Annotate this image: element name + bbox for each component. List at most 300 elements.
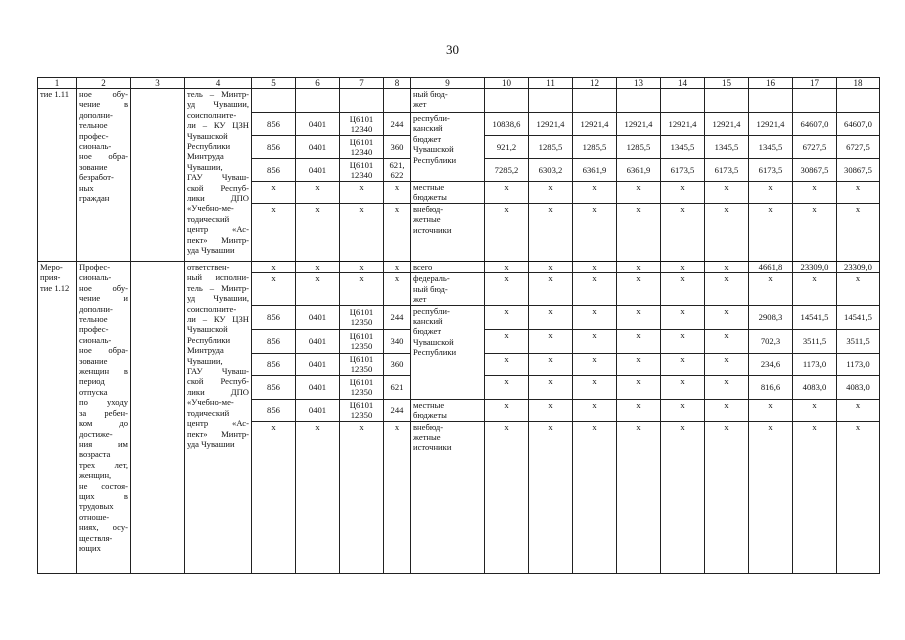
b2-mest-col16: x	[749, 399, 793, 421]
b1-row2-col6: 0401	[296, 159, 340, 182]
text-line: ный бюд-	[413, 89, 448, 99]
b2-mest-col7: Ц6101 12350	[340, 399, 384, 421]
text-line: ный бюд-	[413, 283, 448, 294]
funding-source	[411, 89, 485, 113]
b1-row0-col13: 12921,4	[617, 113, 661, 136]
b1-mest-col16: x	[749, 182, 793, 204]
text-line: внебюд-	[413, 204, 444, 214]
text-line: источники	[413, 442, 452, 453]
text-line: достиже-	[79, 428, 113, 439]
b1-vneb-col10: x	[485, 204, 529, 262]
text-line: не состоя-	[79, 480, 128, 491]
b2-row2-col18: 1173,0	[837, 353, 880, 375]
text-line: тие 1.11	[40, 89, 70, 99]
column-header-15: 15	[705, 78, 749, 89]
b2-row3-col7: Ц6101 12350	[340, 375, 384, 399]
b1-vneb-col15: x	[705, 204, 749, 262]
b2-vneb-col6: x	[296, 421, 340, 573]
column-header-1: 1	[38, 78, 77, 89]
column-header-13: 13	[617, 78, 661, 89]
text-line: тодический	[187, 407, 230, 418]
b2-row1-col14: x	[661, 329, 705, 353]
b1-row1-col7: Ц6101 12340	[340, 136, 384, 159]
text-line: лики ДПО	[187, 386, 249, 397]
text-line: центр «Ас-	[187, 224, 249, 235]
text-line: чение в	[79, 99, 128, 110]
b2-total-col17: 23309,0	[793, 262, 837, 273]
column-header-16: 16	[749, 78, 793, 89]
text-line: женщин в	[79, 366, 128, 377]
text-line: Чувашской	[187, 130, 228, 141]
text-line: жет	[413, 99, 427, 110]
text-line: уда Чувашии	[187, 245, 235, 256]
b2-row3-col8: 621	[384, 375, 411, 399]
text-line: ответствен-	[187, 262, 230, 272]
funding-source-local	[411, 182, 485, 204]
text-line: жетные	[413, 432, 441, 443]
activity-name	[77, 262, 131, 574]
b2-total-col11: x	[529, 262, 573, 273]
b2-row3-col13: x	[617, 375, 661, 399]
b1-mest-col8: x	[384, 182, 411, 204]
budget-table	[37, 77, 880, 574]
b2-row0-col12: x	[573, 305, 617, 329]
b1-row2-col13: 6361,9	[617, 159, 661, 182]
b1-row2-col14: 6173,5	[661, 159, 705, 182]
b2-mest-col8: 244	[384, 399, 411, 421]
b2-mest-col11: x	[529, 399, 573, 421]
text-line: Меро-	[40, 262, 63, 272]
text-line: ное обра-	[79, 345, 128, 356]
column-header-10: 10	[485, 78, 529, 89]
b1-row0-col7: Ц6101 12340	[340, 113, 384, 136]
b2-mest-col18: x	[837, 399, 880, 421]
text-line: ГАУ Чуваш-	[187, 366, 249, 377]
text-line: трудовых	[79, 501, 114, 512]
b2-row0-col11: x	[529, 305, 573, 329]
column-header-11: 11	[529, 78, 573, 89]
b1-row0-col10: 10838,6	[485, 113, 529, 136]
text-line: Минтруда	[187, 151, 224, 162]
b1-vneb-col5: x	[252, 204, 296, 262]
text-line: ком до	[79, 418, 128, 429]
b1-first-col6	[296, 89, 340, 113]
column-header-2: 2	[77, 78, 131, 89]
text-line: пект» Минтр-	[187, 428, 249, 439]
b2-mest-col15: x	[705, 399, 749, 421]
b2-total-col5: x	[252, 262, 296, 273]
b2-total-col16: 4661,8	[749, 262, 793, 273]
b2-row0-col6: 0401	[296, 305, 340, 329]
b1-vneb-col13: x	[617, 204, 661, 262]
funding-source-extrabudget	[411, 421, 485, 573]
page-number: 30	[446, 42, 459, 57]
text-line: период	[79, 376, 105, 387]
b2-fed-col7: x	[340, 273, 384, 305]
b2-row1-col16: 702,3	[749, 329, 793, 353]
b1-mest-col11: x	[529, 182, 573, 204]
b1-row1-col13: 1285,5	[617, 136, 661, 159]
b2-row0-col13: x	[617, 305, 661, 329]
b2-row0-col7: Ц6101 12350	[340, 305, 384, 329]
text-line: безработ-	[79, 172, 114, 183]
b2-row1-col13: x	[617, 329, 661, 353]
b2-fed-col12: x	[573, 273, 617, 305]
b1-row0-col5: 856	[252, 113, 296, 136]
b1-row0-col11: 12921,4	[529, 113, 573, 136]
column-header-5: 5	[252, 78, 296, 89]
empty-col3	[131, 89, 185, 262]
b1-vneb-col11: x	[529, 204, 573, 262]
b2-vneb-col10: x	[485, 421, 529, 573]
b2-row3-col16: 816,6	[749, 375, 793, 399]
text-line: лики ДПО	[187, 193, 249, 204]
b2-row2-col8: 360	[384, 353, 411, 375]
b1-row0-col6: 0401	[296, 113, 340, 136]
b1-mest-col6: x	[296, 182, 340, 204]
b1-row2-col18: 30867,5	[837, 159, 880, 182]
b2-vneb-col18: x	[837, 421, 880, 573]
b2-row2-col6: 0401	[296, 353, 340, 375]
text-line: ской Респуб-	[187, 376, 249, 387]
text-line: ли – КУ ЦЗН	[187, 314, 249, 325]
b2-row0-col17: 14541,5	[793, 305, 837, 329]
text-line: ное обу-	[79, 89, 128, 99]
text-line: канский	[413, 123, 443, 134]
b2-row3-col17: 4083,0	[793, 375, 837, 399]
text-line: ской Респуб-	[187, 182, 249, 193]
column-header-17: 17	[793, 78, 837, 89]
text-line: соисполните-	[187, 109, 237, 120]
b1-vneb-col12: x	[573, 204, 617, 262]
column-header-18: 18	[837, 78, 880, 89]
b1-row0-col14: 12921,4	[661, 113, 705, 136]
b1-first-col7	[340, 89, 384, 113]
b1-mest-col12: x	[573, 182, 617, 204]
b1-row2-col11: 6303,2	[529, 159, 573, 182]
text-line: Чувашской	[413, 336, 454, 347]
b1-mest-col15: x	[705, 182, 749, 204]
funding-source-local	[411, 399, 485, 421]
b2-row1-col8: 340	[384, 329, 411, 353]
text-line: уда Чувашии	[187, 438, 235, 449]
column-header-7: 7	[340, 78, 384, 89]
text-line: Чувашии,	[187, 355, 223, 366]
b2-mest-col14: x	[661, 399, 705, 421]
text-line: сиональ-	[79, 334, 112, 345]
b1-first-col13	[617, 89, 661, 113]
b2-row2-col17: 1173,0	[793, 353, 837, 375]
b2-vneb-col13: x	[617, 421, 661, 573]
b2-row2-col7: Ц6101 12350	[340, 353, 384, 375]
text-line: бюджет	[413, 133, 442, 144]
b2-fed-col10: x	[485, 273, 529, 305]
b2-row2-col15: x	[705, 353, 749, 375]
text-line: граждан	[79, 193, 110, 204]
b1-first-col14	[661, 89, 705, 113]
text-line: Республики	[187, 334, 231, 345]
b1-row1-col15: 1345,5	[705, 136, 749, 159]
text-line: ный исполни-	[187, 272, 249, 283]
text-line: жет	[413, 294, 427, 305]
text-line: федераль-	[413, 273, 450, 284]
b2-row0-col5: 856	[252, 305, 296, 329]
b1-row1-col12: 1285,5	[573, 136, 617, 159]
text-line: соисполните-	[187, 303, 237, 314]
b2-fed-col17: x	[793, 273, 837, 305]
text-line: трех лет,	[79, 459, 128, 470]
text-line: источники	[413, 224, 452, 235]
b2-row3-col14: x	[661, 375, 705, 399]
b2-total-col18: 23309,0	[837, 262, 880, 273]
column-header-4: 4	[185, 78, 252, 89]
column-header-14: 14	[661, 78, 705, 89]
b2-mest-col10: x	[485, 399, 529, 421]
text-line: Чувашии,	[187, 161, 223, 172]
b2-mest-col6: 0401	[296, 399, 340, 421]
b1-row1-col14: 1345,5	[661, 136, 705, 159]
text-line: щих в	[79, 490, 128, 501]
b1-mest-col17: x	[793, 182, 837, 204]
b2-fed-col11: x	[529, 273, 573, 305]
b2-row2-col5: 856	[252, 353, 296, 375]
b1-row2-col8: 621, 622	[384, 159, 411, 182]
column-header-6: 6	[296, 78, 340, 89]
column-header-3: 3	[131, 78, 185, 89]
b1-row1-col5: 856	[252, 136, 296, 159]
text-line: сиональ-	[79, 272, 112, 283]
b1-row0-col16: 12921,4	[749, 113, 793, 136]
b2-row3-col18: 4083,0	[837, 375, 880, 399]
table-row	[38, 89, 880, 113]
b2-row2-col12: x	[573, 353, 617, 375]
text-line: ное обра-	[79, 151, 128, 162]
text-line: тельное	[79, 120, 108, 131]
b2-row0-col18: 14541,5	[837, 305, 880, 329]
b1-first-col15	[705, 89, 749, 113]
activity-number	[38, 89, 77, 262]
b2-total-col12: x	[573, 262, 617, 273]
b1-mest-col14: x	[661, 182, 705, 204]
table-header	[38, 78, 880, 89]
text-line: отпуска	[79, 386, 108, 397]
text-line: канский	[413, 316, 443, 327]
text-line: зование	[79, 161, 108, 172]
funding-source-republican	[411, 113, 485, 182]
text-line: пект» Минтр-	[187, 234, 249, 245]
b2-fed-col8: x	[384, 273, 411, 305]
b1-vneb-col6: x	[296, 204, 340, 262]
b2-row2-col13: x	[617, 353, 661, 375]
b2-vneb-col14: x	[661, 421, 705, 573]
b2-row3-col5: 856	[252, 375, 296, 399]
b1-mest-col10: x	[485, 182, 529, 204]
activity-number	[38, 262, 77, 574]
b2-row0-col10: x	[485, 305, 529, 329]
text-line: возраста	[79, 449, 111, 460]
b2-fed-col15: x	[705, 273, 749, 305]
text-line: тодический	[187, 213, 230, 224]
b1-first-col18	[837, 89, 880, 113]
text-line: «Учебно-ме-	[187, 203, 234, 214]
b1-mest-col13: x	[617, 182, 661, 204]
b2-fed-col14: x	[661, 273, 705, 305]
text-line: бюджеты	[413, 192, 447, 203]
text-line: Профес-	[79, 262, 111, 272]
b2-fed-col18: x	[837, 273, 880, 305]
text-line: внебюд-	[413, 421, 444, 432]
b2-row3-col15: x	[705, 375, 749, 399]
text-line: ГАУ Чуваш-	[187, 172, 249, 183]
b1-vneb-col14: x	[661, 204, 705, 262]
b1-row0-col12: 12921,4	[573, 113, 617, 136]
text-line: тель – Минтр-	[187, 282, 249, 293]
b2-fed-col6: x	[296, 273, 340, 305]
b2-vneb-col15: x	[705, 421, 749, 573]
text-line: Чувашской	[413, 144, 454, 155]
b1-first-col12	[573, 89, 617, 113]
b1-row2-col12: 6361,9	[573, 159, 617, 182]
b1-mest-col7: x	[340, 182, 384, 204]
executor	[185, 262, 252, 574]
text-line: профес-	[79, 130, 109, 141]
b2-row1-col7: Ц6101 12350	[340, 329, 384, 353]
text-line: Минтруда	[187, 345, 224, 356]
b2-vneb-col8: x	[384, 421, 411, 573]
column-header-9: 9	[411, 78, 485, 89]
funding-source-extrabudget	[411, 204, 485, 262]
text-line: ное обу-	[79, 282, 128, 293]
b1-vneb-col18: x	[837, 204, 880, 262]
text-line: Чувашской	[187, 324, 228, 335]
activity-name	[77, 89, 131, 262]
text-line: ли – КУ ЦЗН	[187, 120, 249, 131]
b1-first-col10	[485, 89, 529, 113]
b1-row1-col6: 0401	[296, 136, 340, 159]
b2-row2-col10: x	[485, 353, 529, 375]
b2-total-col6: x	[296, 262, 340, 273]
b2-row0-col14: x	[661, 305, 705, 329]
b2-total-col8: x	[384, 262, 411, 273]
empty-col3	[131, 262, 185, 574]
b2-mest-col12: x	[573, 399, 617, 421]
b1-row2-col17: 30867,5	[793, 159, 837, 182]
text-line: жетные	[413, 214, 441, 225]
text-line: профес-	[79, 324, 109, 335]
b2-row3-col11: x	[529, 375, 573, 399]
text-line: бюджет	[413, 326, 442, 337]
text-line: чение и	[79, 293, 128, 304]
funding-source-total: всего	[411, 262, 485, 273]
text-line: женщин,	[79, 470, 112, 481]
b1-row0-col18: 64607,0	[837, 113, 880, 136]
b2-row3-col12: x	[573, 375, 617, 399]
b1-mest-col5: x	[252, 182, 296, 204]
b1-vneb-col16: x	[749, 204, 793, 262]
b1-vneb-col8: x	[384, 204, 411, 262]
b2-vneb-col5: x	[252, 421, 296, 573]
b2-row1-col5: 856	[252, 329, 296, 353]
b1-first-col17	[793, 89, 837, 113]
text-line: бюджеты	[413, 410, 447, 421]
text-line: «Учебно-ме-	[187, 397, 234, 408]
b1-first-col16	[749, 89, 793, 113]
b1-row1-col11: 1285,5	[529, 136, 573, 159]
b2-row1-col6: 0401	[296, 329, 340, 353]
b1-row1-col16: 1345,5	[749, 136, 793, 159]
b2-vneb-col11: x	[529, 421, 573, 573]
b2-row2-col14: x	[661, 353, 705, 375]
text-line: ществля-	[79, 532, 113, 543]
b1-vneb-col7: x	[340, 204, 384, 262]
b1-first-col8	[384, 89, 411, 113]
text-line: ных	[79, 182, 94, 193]
b1-row1-col8: 360	[384, 136, 411, 159]
text-line: тель – Минтр-	[187, 89, 249, 99]
b2-row1-col12: x	[573, 329, 617, 353]
b1-row1-col17: 6727,5	[793, 136, 837, 159]
executor	[185, 89, 252, 262]
column-header-12: 12	[573, 78, 617, 89]
text-line: ния им	[79, 438, 128, 449]
b2-fed-col16: x	[749, 273, 793, 305]
text-line: дополни-	[79, 109, 113, 120]
b2-row1-col17: 3511,5	[793, 329, 837, 353]
b1-row2-col15: 6173,5	[705, 159, 749, 182]
b2-row0-col8: 244	[384, 305, 411, 329]
b2-row0-col16: 2908,3	[749, 305, 793, 329]
b2-total-col15: x	[705, 262, 749, 273]
b2-mest-col13: x	[617, 399, 661, 421]
b2-mest-col5: 856	[252, 399, 296, 421]
b1-row0-col17: 64607,0	[793, 113, 837, 136]
b2-row0-col15: x	[705, 305, 749, 329]
b1-first-col5	[252, 89, 296, 113]
b2-row1-col15: x	[705, 329, 749, 353]
b1-vneb-col17: x	[793, 204, 837, 262]
text-line: отноше-	[79, 511, 110, 522]
b2-total-col10: x	[485, 262, 529, 273]
b2-vneb-col7: x	[340, 421, 384, 573]
text-line: Республики	[413, 347, 457, 358]
text-line: ниях, осу-	[79, 522, 128, 533]
b2-vneb-col12: x	[573, 421, 617, 573]
b2-row3-col6: 0401	[296, 375, 340, 399]
text-line: дополни-	[79, 303, 113, 314]
text-line: центр «Ас-	[187, 418, 249, 429]
b2-row2-col16: 234,6	[749, 353, 793, 375]
b1-row1-col10: 921,2	[485, 136, 529, 159]
text-line: тельное	[79, 314, 108, 325]
table-row	[38, 262, 880, 273]
text-line: тие 1.12	[40, 282, 70, 293]
b2-vneb-col17: x	[793, 421, 837, 573]
b2-fed-col13: x	[617, 273, 661, 305]
text-line: зование	[79, 355, 108, 366]
text-line: ющих	[79, 542, 101, 553]
text-line: за ребен-	[79, 407, 128, 418]
b1-row2-col16: 6173,5	[749, 159, 793, 182]
text-line: уд Чувашии,	[187, 293, 249, 304]
b2-total-col14: x	[661, 262, 705, 273]
b2-mest-col17: x	[793, 399, 837, 421]
b1-first-col11	[529, 89, 573, 113]
text-line: местные	[413, 182, 445, 192]
b1-row0-col15: 12921,4	[705, 113, 749, 136]
b2-total-col7: x	[340, 262, 384, 273]
column-header-8: 8	[384, 78, 411, 89]
b2-row2-col11: x	[529, 353, 573, 375]
